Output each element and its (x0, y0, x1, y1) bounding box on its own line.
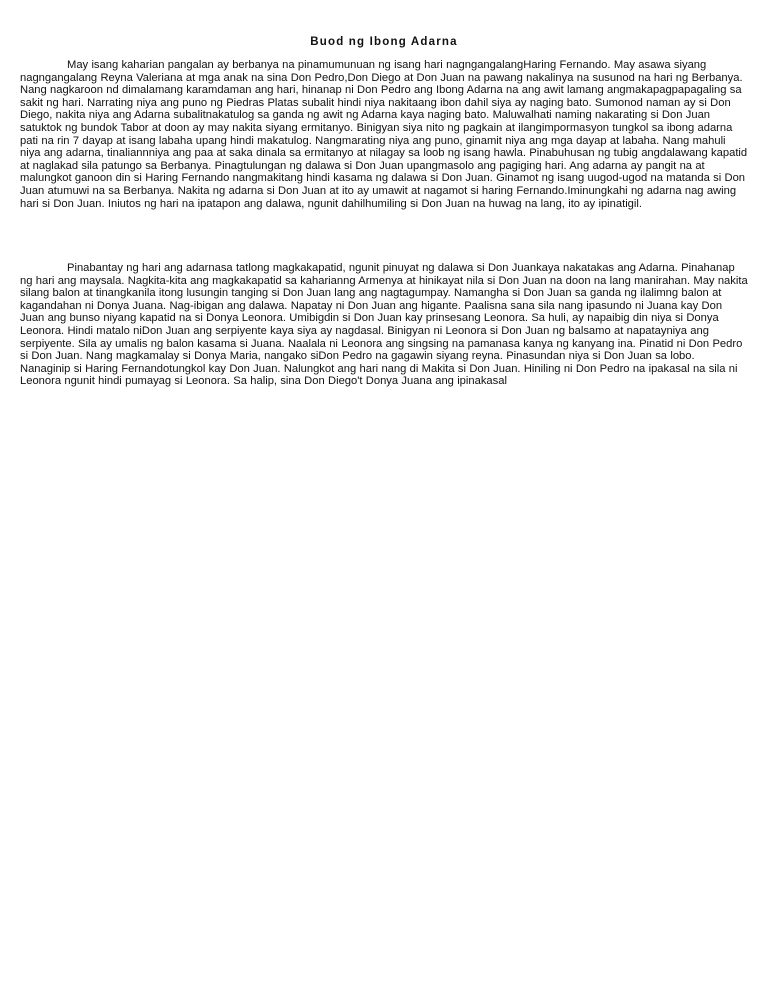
summary-paragraph-1: May isang kaharian pangalan ay berbanya na pinamumunuan ng isang hari nagngangalangHaring Fernando. May asawa siyang nagngangalang Reyna Valeriana at mga anak na sina Don Pedro,Don Diego at Don Juan na pawang nakalinya na susunod na hari ng Berbanya. Nang nagkaroon nd dimalamang karamdaman ang hari, hinanap ni Don Pedro ang Ibong Adarna na ang awit lamang angmakapagpapagaling sa sakit ng hari. Narrating niya ang puno ng Piedras Platas subalit hindi niya nakitaang ibon dahil siya ay naging bato. Sumonod naman ay si Don Diego, nakita niya ang Adarna subalitnakatulog sa ganda ng awit ng Adarna kaya naging bato. Maluwalhati naming nakarating si Don Juan satuktok ng bundok Tabor at doon ay may nakita siyang ermitanyo. Binigyan siya nito ng pagkain at ilangimpormasyon tungkol sa ibong adarna pati na rin 7 dayap at isang labaha upang hindi makatulog. Nangmarating niya ang puno, ginamit niya ang mga dayap at labaha. Nang mahuli niya ang adarna, tinaliannniya ang paa at saka dinala sa ermitanyo at nilagay sa loob ng isang hawla. Pinabuhusan ng tubig angdalawang kapatid at naglakad sila patungo sa Berbanya. Pinagtulungan ng dalawa si Don Juan upangmasolo ang pagiging hari. Ang adarna ay pangit na at malungkot ganoon din si Haring Fernando nangmakitang hindi kasama ng dalawa si Don Juan. Ginamot ng isang uugod-ugod na matanda si Don Juan atumuwi na sa Berbanya. Nakita ng adarna si Don Juan at ito ay umawit at nagamot si haring Fernando.Iminungkahi ng adarna nag awing hari si Don Juan. Iniutos ng hari na ipatapon ang dalawa, ngunit dahilhumiling si Don Juan na huwag na lang, ito ay ipinatigil. (20, 59, 748, 210)
summary-paragraph-2: Pinabantay ng hari ang adarnasa tatlong magkakapatid, ngunit pinuyat ng dalawa si Don Juankaya nakatakas ang Adarna. Pinahanap ng hari ang maysala. Nagkita-kita ang magkakapatid sa kaharianng Armenya at hinikayat nila si Don Juan na doon na lang manirahan. May nakita silang balon at tinangkanila itong lusungin tanging si Don Juan lang ang nagtagumpay. Namangha si Don Juan sa ganda ng ilalimng balon at kagandahan ni Donya Juana. Nag-ibigan ang dalawa. Napatay ni Don Juan ang higante. Paalisna sana sila nang ipasundo ni Juana kay Don Juan ang bunso niyang kapatid na si Donya Leonora. Umibigdin si Don Juan kay prinsesang Leonora. Sa huli, ay napaibig din niya si Donya Leonora. Hindi matalo niDon Juan ang serpiyente kaya siya ay nagdasal. Binigyan ni Leonora si Don Juan ng balsamo at napatayniya ang serpiyente. Sila ay umalis ng balon kasama si Juana. Naalala ni Leonora ang singsing na pamanasa kanya ng kanyang ina. Pinatid ni Don Pedro si Don Juan. Nang magkamalay si Donya Maria, nangako siDon Pedro na gagawin siyang reyna. Pinasundan niya si Don Juan sa lobo. Nanaginip si Haring Fernandotungkol kay Don Juan. Nalungkot ang hari nang di Makita si Don Juan. Hiniling ni Don Pedro na ipakasal na sila ni Leonora ngunit hindi pumayag si Leonora. Sa halip, sina Don Diego't Donya Juana ang ipinakasal (20, 262, 748, 388)
document-title: Buod ng Ibong Adarna (310, 36, 458, 48)
